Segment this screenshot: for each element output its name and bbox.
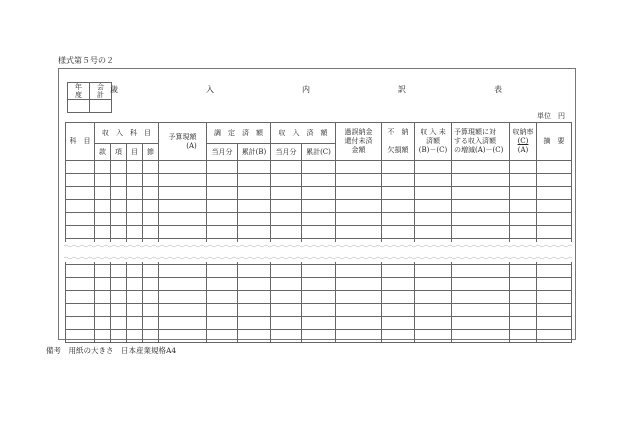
header-overpayment: [336, 123, 382, 161]
table-cell[interactable]: [302, 200, 336, 213]
table-cell[interactable]: [382, 187, 415, 200]
table-cell[interactable]: [127, 304, 143, 317]
table-cell[interactable]: [415, 200, 452, 213]
table-cell[interactable]: [510, 304, 537, 317]
header-remarks: 摘 要: [537, 123, 572, 161]
table-cell[interactable]: [238, 226, 271, 239]
table-cell[interactable]: [336, 213, 382, 226]
table-cell[interactable]: [127, 291, 143, 304]
table-cell[interactable]: [415, 317, 452, 330]
table-cell[interactable]: [336, 291, 382, 304]
budget-symbol: (A): [186, 141, 197, 150]
header-subject: 科 目: [66, 123, 95, 161]
table-cell[interactable]: [66, 291, 95, 304]
table-cell[interactable]: [207, 304, 238, 317]
table-cell[interactable]: [452, 291, 510, 304]
table-cell[interactable]: [143, 161, 159, 174]
table-cell[interactable]: [415, 330, 452, 343]
table-cell[interactable]: [111, 226, 127, 239]
year-label-top: 年: [75, 83, 82, 91]
table-cell[interactable]: [238, 265, 271, 278]
table-cell[interactable]: [302, 291, 336, 304]
table-cell[interactable]: [207, 213, 238, 226]
table-cell[interactable]: [302, 278, 336, 291]
table-cell[interactable]: [302, 161, 336, 174]
table-row: [66, 304, 572, 317]
page-title: 歳 入 内 訳 表: [110, 85, 526, 94]
table-break-wave: [64, 242, 572, 262]
header-received-month: 当月分: [271, 144, 302, 161]
table-cell[interactable]: [302, 174, 336, 187]
table-cell[interactable]: [143, 213, 159, 226]
table-cell[interactable]: [271, 200, 302, 213]
table-cell[interactable]: [382, 226, 415, 239]
table-cell[interactable]: [452, 161, 510, 174]
table-cell[interactable]: [159, 161, 207, 174]
diff-line-2: する収入済額: [454, 137, 496, 145]
remarks-note: 備考 用紙の大きさ 日本産業規格A4: [46, 346, 177, 355]
header-received-total: 累計(C): [302, 144, 336, 161]
table-cell[interactable]: [238, 161, 271, 174]
table-row: [66, 278, 572, 291]
table-cell[interactable]: [382, 265, 415, 278]
table-cell[interactable]: [111, 330, 127, 343]
table-cell[interactable]: [238, 291, 271, 304]
table-cell[interactable]: [159, 291, 207, 304]
table-cell[interactable]: [95, 317, 111, 330]
table-cell[interactable]: [66, 187, 95, 200]
table-cell[interactable]: [159, 317, 207, 330]
table-cell[interactable]: [207, 174, 238, 187]
table-cell[interactable]: [510, 226, 537, 239]
table-cell[interactable]: [452, 317, 510, 330]
table-cell[interactable]: [271, 265, 302, 278]
diff-line-3: の増減(A)－(C): [454, 146, 504, 154]
table-cell[interactable]: [127, 317, 143, 330]
table-cell[interactable]: [207, 161, 238, 174]
rate-numerator: (C): [517, 137, 529, 145]
table-cell[interactable]: [537, 291, 572, 304]
table-cell[interactable]: [452, 304, 510, 317]
table-cell[interactable]: [302, 330, 336, 343]
account-label-bottom: 計: [97, 91, 104, 99]
table-cell[interactable]: [452, 200, 510, 213]
unreceived-line-2: 済額: [426, 137, 440, 145]
table-cell[interactable]: [271, 330, 302, 343]
table-cell[interactable]: [336, 200, 382, 213]
table-cell[interactable]: [537, 317, 572, 330]
table-cell[interactable]: [143, 174, 159, 187]
header-revenue-item: 収 入 科 目: [95, 123, 159, 144]
table-row: [66, 200, 572, 213]
table-cell[interactable]: [207, 187, 238, 200]
table-cell[interactable]: [143, 291, 159, 304]
table-cell[interactable]: [415, 161, 452, 174]
table-cell[interactable]: [127, 200, 143, 213]
table-cell[interactable]: [382, 161, 415, 174]
table-cell[interactable]: [271, 213, 302, 226]
table-cell[interactable]: [238, 304, 271, 317]
table-cell[interactable]: [302, 187, 336, 200]
table-cell[interactable]: [159, 174, 207, 187]
table-cell[interactable]: [271, 161, 302, 174]
table-cell[interactable]: [66, 213, 95, 226]
table-cell[interactable]: [143, 200, 159, 213]
table-cell[interactable]: [537, 213, 572, 226]
table-cell[interactable]: [111, 187, 127, 200]
table-cell[interactable]: [537, 161, 572, 174]
table-cell[interactable]: [207, 317, 238, 330]
table-cell[interactable]: [382, 304, 415, 317]
table-cell[interactable]: [336, 187, 382, 200]
table-cell[interactable]: [95, 226, 111, 239]
table-cell[interactable]: [66, 200, 95, 213]
form-frame: [58, 68, 576, 340]
unit-label: 単位 円: [537, 112, 565, 120]
table-cell[interactable]: [66, 174, 95, 187]
table-cell[interactable]: [537, 278, 572, 291]
table-cell[interactable]: [66, 265, 95, 278]
table-cell[interactable]: [382, 278, 415, 291]
table-cell[interactable]: [336, 304, 382, 317]
account-label-top: 会: [97, 83, 104, 91]
table-cell[interactable]: [415, 291, 452, 304]
table-cell[interactable]: [510, 213, 537, 226]
table-cell[interactable]: [382, 330, 415, 343]
year-label-bottom: 度: [75, 91, 82, 99]
table-cell[interactable]: [302, 226, 336, 239]
table-cell[interactable]: [95, 187, 111, 200]
table-cell[interactable]: [302, 213, 336, 226]
rate-denominator: (A): [517, 146, 529, 154]
table-cell[interactable]: [238, 317, 271, 330]
table-cell[interactable]: [207, 278, 238, 291]
table-cell[interactable]: [127, 213, 143, 226]
account-value-cell[interactable]: [90, 100, 112, 113]
header-moku: 目: [127, 144, 143, 161]
table-cell[interactable]: [452, 265, 510, 278]
table-cell[interactable]: [452, 278, 510, 291]
table-cell[interactable]: [302, 304, 336, 317]
table-cell[interactable]: [159, 330, 207, 343]
table-cell[interactable]: [302, 265, 336, 278]
table-cell[interactable]: [159, 187, 207, 200]
table-cell[interactable]: [415, 304, 452, 317]
table-cell[interactable]: [271, 291, 302, 304]
year-value-cell[interactable]: [68, 100, 90, 113]
table-cell[interactable]: [95, 200, 111, 213]
table-cell[interactable]: [415, 174, 452, 187]
table-cell[interactable]: [207, 265, 238, 278]
table-cell[interactable]: [66, 161, 95, 174]
table-cell[interactable]: [111, 265, 127, 278]
table-cell[interactable]: [271, 187, 302, 200]
table-cell[interactable]: [382, 200, 415, 213]
header-kou: 項: [111, 144, 127, 161]
table-cell[interactable]: [537, 174, 572, 187]
table-cell[interactable]: [382, 174, 415, 187]
table-cell[interactable]: [143, 330, 159, 343]
table-cell[interactable]: [452, 330, 510, 343]
table-cell[interactable]: [510, 291, 537, 304]
table-cell[interactable]: [510, 330, 537, 343]
table-cell[interactable]: [510, 317, 537, 330]
table-cell[interactable]: [143, 226, 159, 239]
table-cell[interactable]: [238, 278, 271, 291]
unreceived-line-3: (B)－(C): [418, 146, 448, 154]
overpay-line-2: 還付未済: [344, 137, 373, 145]
header-assessed-month: 当月分: [207, 144, 238, 161]
table-cell[interactable]: [336, 226, 382, 239]
header-assessed: 調 定 済 額: [207, 123, 271, 144]
table-cell[interactable]: [127, 265, 143, 278]
table-cell[interactable]: [537, 330, 572, 343]
table-cell[interactable]: [336, 174, 382, 187]
revenue-breakdown-table: [65, 122, 572, 343]
table-cell[interactable]: [415, 187, 452, 200]
table-row: [66, 187, 572, 200]
table-cell[interactable]: [66, 226, 95, 239]
table-row: [66, 291, 572, 304]
table-cell[interactable]: [207, 200, 238, 213]
table-cell[interactable]: [207, 226, 238, 239]
table-cell[interactable]: [95, 161, 111, 174]
table-cell[interactable]: [95, 304, 111, 317]
table-cell[interactable]: [95, 213, 111, 226]
table-cell[interactable]: [382, 291, 415, 304]
table-cell[interactable]: [238, 200, 271, 213]
table-cell[interactable]: [111, 161, 127, 174]
table-cell[interactable]: [95, 330, 111, 343]
header-row-1: [66, 123, 572, 144]
table-cell[interactable]: [537, 200, 572, 213]
unreceived-line-1: 収 入 未: [420, 128, 446, 136]
table-cell[interactable]: [111, 200, 127, 213]
header-received: 収 入 済 額: [271, 123, 336, 144]
table-row: [66, 226, 572, 239]
header-assessed-total: 累計(B): [238, 144, 271, 161]
table-cell[interactable]: [510, 174, 537, 187]
table-cell[interactable]: [159, 226, 207, 239]
table-cell[interactable]: [95, 174, 111, 187]
table-cell[interactable]: [452, 187, 510, 200]
table-cell[interactable]: [143, 317, 159, 330]
table-cell[interactable]: [66, 330, 95, 343]
table-row: [66, 265, 572, 278]
table-cell[interactable]: [415, 226, 452, 239]
table-row: [66, 213, 572, 226]
table-cell[interactable]: [271, 317, 302, 330]
table-cell[interactable]: [510, 278, 537, 291]
table-cell[interactable]: [415, 213, 452, 226]
table-cell[interactable]: [382, 317, 415, 330]
table-cell[interactable]: [510, 200, 537, 213]
table-cell[interactable]: [143, 187, 159, 200]
header-kan: 款: [95, 144, 111, 161]
table-cell[interactable]: [336, 278, 382, 291]
table-cell[interactable]: [159, 304, 207, 317]
table-cell[interactable]: [537, 304, 572, 317]
table-cell[interactable]: [127, 330, 143, 343]
table-cell[interactable]: [127, 278, 143, 291]
table-cell[interactable]: [95, 291, 111, 304]
overpay-line-1: 過誤納金: [344, 128, 373, 136]
form-number: 様式第５号の２: [58, 56, 114, 65]
budget-label: 予算現額: [168, 132, 197, 141]
header-unreceived: [415, 123, 452, 161]
table-cell[interactable]: [111, 174, 127, 187]
table-cell[interactable]: [143, 304, 159, 317]
table-row: [66, 174, 572, 187]
nonpay-line-2: 欠損額: [387, 146, 409, 154]
table-cell[interactable]: [238, 213, 271, 226]
header-budget: [159, 123, 207, 161]
table-cell[interactable]: [510, 265, 537, 278]
table-cell[interactable]: [271, 304, 302, 317]
table-cell[interactable]: [271, 278, 302, 291]
table-cell[interactable]: [95, 278, 111, 291]
table-cell[interactable]: [159, 265, 207, 278]
table-cell[interactable]: [238, 330, 271, 343]
overpay-line-3: 金額: [351, 146, 366, 154]
table-cell[interactable]: [143, 278, 159, 291]
table-cell[interactable]: [336, 265, 382, 278]
table-cell[interactable]: [382, 213, 415, 226]
table-cell[interactable]: [66, 278, 95, 291]
table-cell[interactable]: [537, 187, 572, 200]
table-cell[interactable]: [537, 226, 572, 239]
table-cell[interactable]: [271, 174, 302, 187]
table-cell[interactable]: [111, 304, 127, 317]
header-setsu: 節: [143, 144, 159, 161]
header-budget-diff: [452, 123, 510, 161]
header-nonpayment: [382, 123, 415, 161]
table-cell[interactable]: [336, 317, 382, 330]
table-cell[interactable]: [143, 265, 159, 278]
table-row: [66, 330, 572, 343]
table-cell[interactable]: [207, 330, 238, 343]
table-cell[interactable]: [66, 304, 95, 317]
table-cell[interactable]: [66, 317, 95, 330]
table-cell[interactable]: [111, 278, 127, 291]
table-cell[interactable]: [271, 226, 302, 239]
table-cell[interactable]: [127, 187, 143, 200]
table-cell[interactable]: [95, 265, 111, 278]
table-cell[interactable]: [510, 187, 537, 200]
table-cell[interactable]: [336, 330, 382, 343]
table-cell[interactable]: [111, 291, 127, 304]
table-cell[interactable]: [336, 161, 382, 174]
table-cell[interactable]: [238, 187, 271, 200]
table-cell[interactable]: [537, 265, 572, 278]
table-cell[interactable]: [452, 174, 510, 187]
table-cell[interactable]: [111, 317, 127, 330]
table-cell[interactable]: [510, 161, 537, 174]
table-cell[interactable]: [452, 213, 510, 226]
table-cell[interactable]: [159, 213, 207, 226]
table-cell[interactable]: [207, 291, 238, 304]
nonpay-line-1: 不 納: [387, 128, 409, 136]
table-cell[interactable]: [452, 226, 510, 239]
table-cell[interactable]: [159, 278, 207, 291]
table-cell[interactable]: [111, 213, 127, 226]
table-cell[interactable]: [415, 265, 452, 278]
table-cell[interactable]: [127, 161, 143, 174]
rate-label: 収納率: [512, 128, 534, 136]
table-row: [66, 317, 572, 330]
diff-line-1: 予算現額に対: [454, 128, 496, 136]
table-cell[interactable]: [127, 174, 143, 187]
table-row: [66, 161, 572, 174]
table-cell[interactable]: [415, 278, 452, 291]
table-cell[interactable]: [302, 317, 336, 330]
table-cell[interactable]: [127, 226, 143, 239]
header-collection-rate: [510, 123, 537, 161]
table-cell[interactable]: [159, 200, 207, 213]
table-cell[interactable]: [238, 174, 271, 187]
